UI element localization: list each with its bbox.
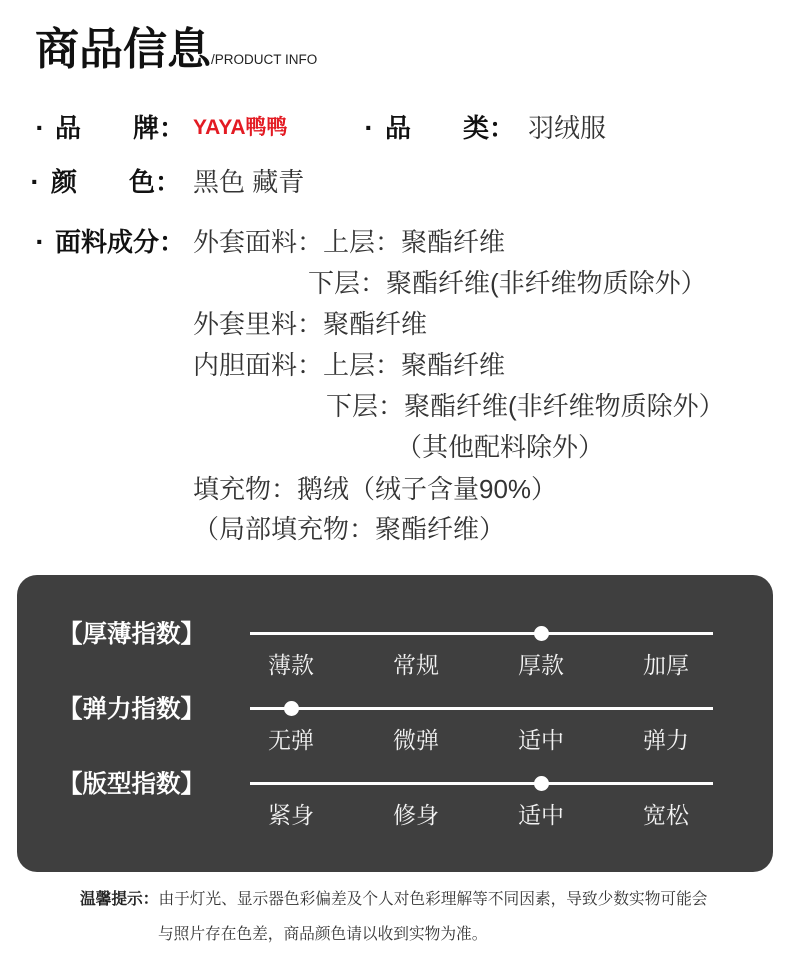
fit-index-label: 【版型指数】 bbox=[58, 771, 205, 798]
fit-option: 适中 bbox=[518, 802, 564, 828]
elasticity-option: 弹力 bbox=[643, 727, 689, 753]
color-value: 黑色 藏青 bbox=[193, 167, 305, 197]
brand-label: 品 牌： bbox=[55, 113, 186, 143]
page-title: 商品信息 bbox=[35, 25, 211, 74]
notice-text: 由于灯光、显示器色彩偏差及个人对色彩理解等不同因素，导致少数实物可能会 bbox=[158, 891, 708, 908]
fabric-line: （其他配料除外） bbox=[396, 432, 605, 462]
thickness-option: 薄款 bbox=[268, 652, 314, 678]
elasticity-index-track bbox=[250, 707, 713, 710]
elasticity-option: 无弹 bbox=[268, 727, 314, 753]
thickness-index-marker bbox=[534, 626, 549, 641]
fit-index-track bbox=[250, 782, 713, 785]
fabric-line: 外套面料：上层：聚酯纤维 bbox=[193, 227, 506, 257]
bullet-icon: · bbox=[30, 166, 40, 197]
product-info-header bbox=[35, 23, 317, 77]
elasticity-index-marker bbox=[284, 701, 299, 716]
fabric-line: 填充物：鹅绒（绒子含量90%） bbox=[193, 474, 558, 504]
color-row bbox=[0, 165, 790, 199]
thickness-option: 加厚 bbox=[643, 652, 689, 678]
fabric-label: 面料成分： bbox=[55, 227, 186, 257]
fit-option: 宽松 bbox=[643, 802, 689, 828]
fabric-line: 下层：聚酯纤维(非纤维物质除外） bbox=[326, 391, 725, 421]
thickness-index-row bbox=[17, 608, 773, 683]
elasticity-index-row bbox=[17, 683, 773, 758]
notice-line-1 bbox=[80, 890, 708, 910]
fit-option: 修身 bbox=[393, 802, 439, 828]
thickness-option: 常规 bbox=[393, 652, 439, 678]
bullet-icon: · bbox=[364, 112, 374, 143]
notice-line-2: 与照片存在色差，商品颜色请以收到实物为准。 bbox=[158, 926, 488, 943]
fit-option: 紧身 bbox=[268, 802, 314, 828]
notice-label: 温馨提示： bbox=[80, 891, 159, 908]
brand-category-row bbox=[0, 111, 790, 145]
fabric-line: 下层：聚酯纤维(非纤维物质除外） bbox=[308, 268, 707, 298]
brand-logo: YAYA鸭鸭 bbox=[193, 116, 288, 139]
category-value: 羽绒服 bbox=[528, 113, 607, 143]
thickness-index-track bbox=[250, 632, 713, 635]
index-panel bbox=[17, 575, 773, 872]
elasticity-option: 适中 bbox=[518, 727, 564, 753]
bullet-icon: · bbox=[35, 226, 45, 257]
fabric-composition bbox=[0, 225, 790, 555]
page-subtitle: /PRODUCT INFO bbox=[211, 52, 318, 67]
fabric-line: （局部填充物：聚酯纤维） bbox=[193, 514, 506, 544]
thickness-index-label: 【厚薄指数】 bbox=[58, 621, 205, 648]
fit-index-marker bbox=[534, 776, 549, 791]
bullet-icon: · bbox=[35, 112, 45, 143]
fabric-line: 外套里料：聚酯纤维 bbox=[193, 309, 428, 339]
fit-index-row bbox=[17, 758, 773, 833]
elasticity-index-label: 【弹力指数】 bbox=[58, 696, 205, 723]
category-label: 品 类： bbox=[385, 113, 516, 143]
fabric-line: 内胆面料：上层：聚酯纤维 bbox=[193, 350, 506, 380]
thickness-option: 厚款 bbox=[518, 652, 564, 678]
color-label: 颜 色： bbox=[51, 167, 182, 197]
elasticity-option: 微弹 bbox=[393, 727, 439, 753]
